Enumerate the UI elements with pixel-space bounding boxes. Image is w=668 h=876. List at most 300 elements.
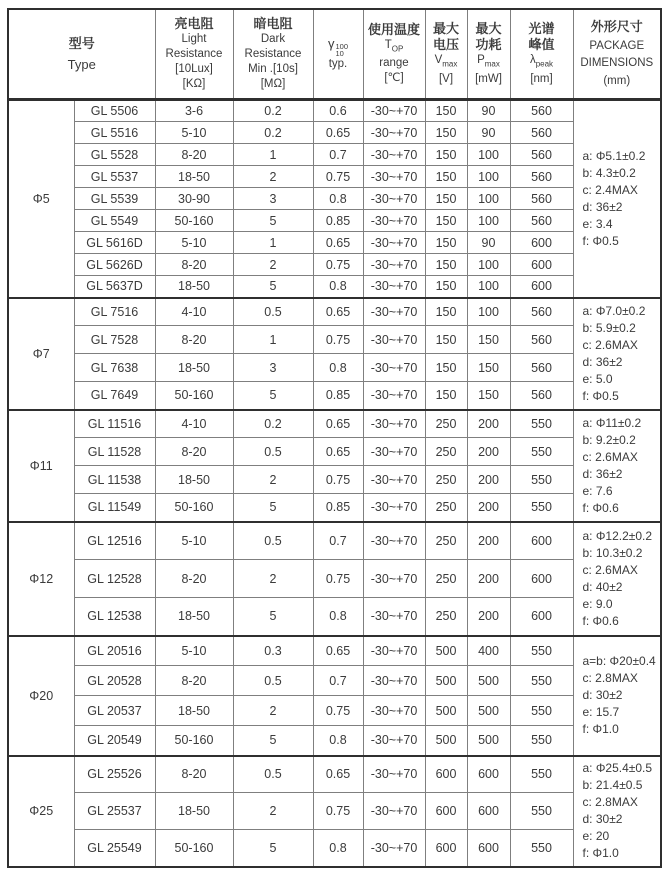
top-range-cell: -30~+70 (363, 466, 425, 494)
header-line: 外形尺寸 (590, 19, 643, 34)
lambda-peak-cell: 550 (510, 793, 573, 830)
pmax-cell: 100 (467, 144, 510, 166)
vmax-cell: 250 (425, 410, 467, 438)
dimension-line: c: 2.4MAX (582, 182, 638, 197)
model-cell: GL 5616D (74, 232, 155, 254)
gamma-cell: 0.8 (313, 726, 363, 756)
table-row (8, 830, 661, 867)
top-range-cell: -30~+70 (363, 276, 425, 298)
lambda-peak-cell: 560 (510, 382, 573, 410)
gamma-cell: 0.8 (313, 188, 363, 210)
pmax-cell: 100 (467, 298, 510, 326)
model-cell: GL 5516 (74, 122, 155, 144)
header-line: 暗电阻 (253, 16, 293, 31)
dark-resistance-cell: 2 (233, 466, 313, 494)
vmax-cell: 150 (425, 354, 467, 382)
pmax-cell: 90 (467, 122, 510, 144)
lambda-peak-cell: 550 (510, 666, 573, 696)
gamma-cell: 0.65 (313, 122, 363, 144)
vmax-cell: 150 (425, 188, 467, 210)
pmax-cell: 100 (467, 276, 510, 298)
table-row (8, 438, 661, 466)
gamma-cell: 0.85 (313, 494, 363, 522)
light-resistance-cell: 50-160 (155, 210, 233, 232)
vmax-cell: 250 (425, 466, 467, 494)
lambda-peak-cell: 550 (510, 466, 573, 494)
table-row (8, 494, 661, 522)
light-resistance-cell: 4-10 (155, 298, 233, 326)
header-line: 最大 (432, 21, 459, 37)
package-dimensions-cell (573, 636, 661, 756)
gamma-cell: 0.8 (313, 830, 363, 867)
gamma-cell: 0.75 (313, 793, 363, 830)
model-cell: GL 20528 (74, 666, 155, 696)
dark-resistance-cell: 2 (233, 560, 313, 598)
pmax-cell: 150 (467, 382, 510, 410)
table-row (8, 298, 661, 326)
header-line: [mW] (475, 72, 502, 85)
model-cell: GL 7649 (74, 382, 155, 410)
dark-resistance-cell: 0.5 (233, 666, 313, 696)
model-cell: GL 5528 (74, 144, 155, 166)
gamma-cell: 0.75 (313, 326, 363, 354)
vmax-cell: 250 (425, 522, 467, 560)
vmax-cell: 150 (425, 254, 467, 276)
header-line: 电压 (432, 37, 459, 53)
lambda-peak-cell: 550 (510, 636, 573, 666)
dark-resistance-cell: 1 (233, 326, 313, 354)
dimension-line: f: Φ0.5 (582, 388, 619, 403)
model-cell: GL 11528 (74, 438, 155, 466)
table-row (8, 756, 661, 793)
dimension-line: b: 10.3±0.2 (582, 545, 643, 560)
package-dimensions-cell (573, 410, 661, 522)
lambda-peak-cell: 550 (510, 410, 573, 438)
lambda-peak-cell: 600 (510, 232, 573, 254)
light-resistance-cell: 18-50 (155, 466, 233, 494)
dimension-line: d: 40±2 (582, 579, 623, 594)
vmax-cell: 500 (425, 726, 467, 756)
top-range-cell: -30~+70 (363, 382, 425, 410)
light-resistance-cell: 8-20 (155, 756, 233, 793)
pmax-cell: 200 (467, 522, 510, 560)
top-range-cell: -30~+70 (363, 522, 425, 560)
pmax-cell: 90 (467, 100, 510, 122)
pmax-cell: 200 (467, 494, 510, 522)
vmax-cell: 600 (425, 830, 467, 867)
light-resistance-cell: 8-20 (155, 438, 233, 466)
header-line: Min .[10s] (248, 63, 298, 75)
light-resistance-cell: 5-10 (155, 232, 233, 254)
light-resistance-cell: 18-50 (155, 276, 233, 298)
vmax-cell: 250 (425, 494, 467, 522)
dark-resistance-cell: 2 (233, 166, 313, 188)
header-line: PACKAGE (589, 40, 645, 52)
light-resistance-cell: 8-20 (155, 326, 233, 354)
pmax-cell: 100 (467, 210, 510, 232)
dark-resistance-cell: 0.5 (233, 522, 313, 560)
dimension-line: e: 15.7 (582, 705, 620, 719)
top-range-cell: -30~+70 (363, 144, 425, 166)
vmax-cell: 500 (425, 696, 467, 726)
dark-resistance-cell: 5 (233, 210, 313, 232)
lambda-peak-cell: 550 (510, 726, 573, 756)
pmax-cell: 500 (467, 726, 510, 756)
dark-resistance-cell: 2 (233, 696, 313, 726)
lambda-peak-cell: 600 (510, 254, 573, 276)
type-group-cell: Φ5 (8, 100, 74, 298)
vmax-cell: 250 (425, 598, 467, 636)
dimension-line: f: Φ0.5 (582, 233, 619, 248)
lambda-peak-cell: 550 (510, 830, 573, 867)
table-row (8, 666, 661, 696)
top-range-cell: -30~+70 (363, 188, 425, 210)
model-cell: GL 20549 (74, 726, 155, 756)
table-row (8, 726, 661, 756)
dark-resistance-cell: 5 (233, 830, 313, 867)
dimension-line: c: 2.6MAX (582, 449, 638, 464)
dimension-line: f: Φ0.6 (582, 613, 619, 628)
pmax-cell: 100 (467, 188, 510, 210)
model-cell: GL 5506 (74, 100, 155, 122)
table-row (8, 254, 661, 276)
header-line: 型号 (68, 36, 95, 51)
gamma-cell: 0.8 (313, 354, 363, 382)
model-cell: GL 25537 (74, 793, 155, 830)
pmax-cell: 200 (467, 466, 510, 494)
lambda-peak-cell: 560 (510, 188, 573, 210)
table-row (8, 696, 661, 726)
vmax-cell: 150 (425, 276, 467, 298)
top-range-cell: -30~+70 (363, 636, 425, 666)
pmax-cell: 600 (467, 793, 510, 830)
light-resistance-cell: 30-90 (155, 188, 233, 210)
gamma-cell: 0.6 (313, 100, 363, 122)
dimension-line: a: Φ5.1±0.2 (582, 148, 646, 163)
package-dimensions-cell (573, 522, 661, 636)
header-line: [MΩ] (260, 78, 286, 90)
lambda-peak-cell: 600 (510, 560, 573, 598)
col-header-top-range (363, 9, 425, 100)
gamma-cell: 0.65 (313, 756, 363, 793)
table-row (8, 326, 661, 354)
dimension-line: e: 3.4 (582, 216, 613, 231)
header-line: [KΩ] (182, 78, 206, 90)
table-row (8, 598, 661, 636)
type-group-cell: Φ12 (8, 522, 74, 636)
dimension-line: b: 9.2±0.2 (582, 432, 636, 447)
dark-resistance-cell: 2 (233, 793, 313, 830)
light-resistance-cell: 18-50 (155, 354, 233, 382)
dimension-line: d: 30±2 (582, 688, 623, 702)
pmax-cell: 500 (467, 696, 510, 726)
top-range-cell: -30~+70 (363, 326, 425, 354)
model-cell: GL 7528 (74, 326, 155, 354)
top-range-cell: -30~+70 (363, 696, 425, 726)
dimension-line: f: Φ1.0 (582, 846, 619, 860)
top-range-cell: -30~+70 (363, 210, 425, 232)
dimension-line: c: 2.6MAX (582, 562, 638, 577)
dark-resistance-cell: 3 (233, 188, 313, 210)
dimension-line: f: Φ1.0 (582, 722, 619, 736)
header-line: [nm] (530, 72, 553, 85)
dark-resistance-cell: 0.2 (233, 410, 313, 438)
light-resistance-cell: 18-50 (155, 166, 233, 188)
model-cell: GL 5539 (74, 188, 155, 210)
gamma-cell: 0.65 (313, 410, 363, 438)
light-resistance-cell: 4-10 (155, 410, 233, 438)
dark-resistance-cell: 0.5 (233, 438, 313, 466)
lambda-peak-cell: 550 (510, 696, 573, 726)
col-header-package-dimensions (573, 9, 661, 100)
lambda-peak-cell: 560 (510, 298, 573, 326)
dark-resistance-cell: 1 (233, 232, 313, 254)
dimension-line: b: 21.4±0.5 (582, 778, 643, 792)
type-group-cell: Φ11 (8, 410, 74, 522)
dimension-line: a: Φ7.0±0.2 (582, 303, 646, 318)
pmax-cell: 600 (467, 830, 510, 867)
table-row (8, 354, 661, 382)
pmax-cell: 600 (467, 756, 510, 793)
gamma-cell: 0.75 (313, 560, 363, 598)
col-header-pmax (467, 9, 510, 100)
vmax-cell: 150 (425, 298, 467, 326)
dark-resistance-cell: 2 (233, 254, 313, 276)
gamma-cell: 0.65 (313, 298, 363, 326)
table-row (8, 210, 661, 232)
dark-resistance-cell: 0.3 (233, 636, 313, 666)
type-group-cell: Φ20 (8, 636, 74, 756)
pmax-cell: 150 (467, 326, 510, 354)
pmax-cell: 90 (467, 232, 510, 254)
pmax-cell: 100 (467, 254, 510, 276)
light-resistance-cell: 8-20 (155, 144, 233, 166)
light-resistance-cell: 8-20 (155, 666, 233, 696)
header-line: 最大 (475, 21, 502, 37)
header-line: [V] (438, 72, 454, 85)
table-row (8, 382, 661, 410)
dimension-line: b: 4.3±0.2 (582, 165, 636, 180)
top-range-cell: -30~+70 (363, 793, 425, 830)
top-range-cell: -30~+70 (363, 354, 425, 382)
dimension-line: e: 7.6 (582, 483, 613, 498)
model-cell: GL 5537 (74, 166, 155, 188)
dimension-line: c: 2.8MAX (582, 671, 638, 685)
model-cell: GL 7638 (74, 354, 155, 382)
dark-resistance-cell: 5 (233, 494, 313, 522)
dark-resistance-cell: 5 (233, 726, 313, 756)
top-range-cell: -30~+70 (363, 100, 425, 122)
table-row (8, 522, 661, 560)
pmax-cell: 100 (467, 166, 510, 188)
col-header-gamma (313, 9, 363, 100)
light-resistance-cell: 50-160 (155, 494, 233, 522)
light-resistance-cell: 5-10 (155, 522, 233, 560)
header-line: typ. (328, 58, 348, 70)
dimension-line: d: 36±2 (582, 466, 623, 481)
lambda-peak-cell: 560 (510, 210, 573, 232)
header-row (8, 9, 661, 100)
model-cell: GL 5626D (74, 254, 155, 276)
header-line: 使用温度 (367, 21, 420, 37)
top-range-cell: -30~+70 (363, 666, 425, 696)
vmax-cell: 150 (425, 122, 467, 144)
model-cell: GL 12516 (74, 522, 155, 560)
top-range-cell: -30~+70 (363, 560, 425, 598)
dark-resistance-cell: 0.5 (233, 298, 313, 326)
model-cell: GL 12528 (74, 560, 155, 598)
model-cell: GL 25549 (74, 830, 155, 867)
dark-resistance-cell: 5 (233, 382, 313, 410)
top-range-cell: -30~+70 (363, 298, 425, 326)
dark-resistance-cell: 0.2 (233, 100, 313, 122)
spec-table-body (8, 100, 661, 867)
light-resistance-cell: 18-50 (155, 598, 233, 636)
gamma-cell: 0.7 (313, 522, 363, 560)
vmax-cell: 150 (425, 232, 467, 254)
table-row (8, 100, 661, 122)
top-range-cell: -30~+70 (363, 438, 425, 466)
header-line: Type (67, 57, 96, 72)
light-resistance-cell: 3-6 (155, 100, 233, 122)
type-group-cell: Φ25 (8, 756, 74, 867)
top-range-cell: -30~+70 (363, 254, 425, 276)
vmax-cell: 600 (425, 793, 467, 830)
header-line: Dark (260, 33, 286, 45)
top-range-cell: -30~+70 (363, 726, 425, 756)
dark-resistance-cell: 3 (233, 354, 313, 382)
header-line: 功耗 (475, 37, 502, 53)
gamma-cell: 0.85 (313, 210, 363, 232)
col-header-type (8, 9, 155, 100)
pmax-cell: 200 (467, 410, 510, 438)
model-cell: GL 11538 (74, 466, 155, 494)
gamma-cell: 0.8 (313, 276, 363, 298)
package-dimensions-cell (573, 100, 661, 298)
vmax-cell: 150 (425, 326, 467, 354)
model-cell: GL 12538 (74, 598, 155, 636)
gamma-cell: 0.75 (313, 696, 363, 726)
dimension-line: e: 9.0 (582, 596, 613, 611)
gamma-cell: 0.7 (313, 666, 363, 696)
lambda-peak-cell: 600 (510, 522, 573, 560)
top-symbol: $T_{OP}$ (384, 38, 404, 54)
pmax-cell: 400 (467, 636, 510, 666)
model-cell: GL 20537 (74, 696, 155, 726)
vmax-cell: 150 (425, 144, 467, 166)
type-group-cell: Φ7 (8, 298, 74, 410)
dimension-line: d: 36±2 (582, 199, 623, 214)
header-line: [℃] (384, 72, 404, 85)
vmax-cell: 600 (425, 756, 467, 793)
dimension-line: a: Φ12.2±0.2 (582, 528, 653, 543)
pmax-cell: 200 (467, 438, 510, 466)
dimension-line: e: 20 (582, 829, 610, 843)
model-cell: GL 25526 (74, 756, 155, 793)
dark-resistance-cell: 1 (233, 144, 313, 166)
vmax-cell: 150 (425, 166, 467, 188)
pmax-cell: 200 (467, 598, 510, 636)
top-range-cell: -30~+70 (363, 122, 425, 144)
gamma-cell: 0.65 (313, 232, 363, 254)
top-range-cell: -30~+70 (363, 598, 425, 636)
dimension-line: f: Φ0.6 (582, 500, 619, 515)
vmax-symbol: $V_{max}$ (434, 54, 458, 69)
header-line: Resistance (244, 48, 302, 60)
lambda-peak-cell: 560 (510, 354, 573, 382)
dimension-line: c: 2.6MAX (582, 337, 638, 352)
dimension-line: a=b: Φ20±0.4 (582, 654, 656, 668)
dimension-line: a: Φ11±0.2 (582, 415, 642, 430)
dark-resistance-cell: 5 (233, 598, 313, 636)
light-resistance-cell: 18-50 (155, 793, 233, 830)
top-range-cell: -30~+70 (363, 232, 425, 254)
gamma-cell: 0.75 (313, 166, 363, 188)
col-header-lambda-peak (510, 9, 573, 100)
dimension-line: a: Φ25.4±0.5 (582, 761, 653, 775)
gamma-cell: 0.65 (313, 438, 363, 466)
model-cell: GL 11549 (74, 494, 155, 522)
header-line: 亮电阻 (174, 16, 214, 31)
header-line: Resistance (165, 48, 223, 60)
light-resistance-cell: 5-10 (155, 122, 233, 144)
table-row (8, 232, 661, 254)
dark-resistance-cell: 5 (233, 276, 313, 298)
gamma-cell: 0.7 (313, 144, 363, 166)
header-line: range (379, 57, 409, 70)
model-cell: GL 7516 (74, 298, 155, 326)
lambda-peak-cell: 560 (510, 100, 573, 122)
dimension-line: e: 5.0 (582, 371, 613, 386)
table-row (8, 276, 661, 298)
gamma-cell: 0.75 (313, 466, 363, 494)
package-dimensions-cell (573, 298, 661, 410)
table-row (8, 188, 661, 210)
lambda-peak-cell: 550 (510, 438, 573, 466)
vmax-cell: 150 (425, 382, 467, 410)
vmax-cell: 250 (425, 560, 467, 598)
lambda-symbol: $\lambda_{peak}$ (529, 54, 554, 69)
top-range-cell: -30~+70 (363, 494, 425, 522)
header-line: DIMENSIONS (580, 57, 654, 69)
gamma-cell: 0.85 (313, 382, 363, 410)
table-row (8, 122, 661, 144)
header-line: 峰值 (528, 37, 555, 53)
vmax-cell: 250 (425, 438, 467, 466)
vmax-cell: 150 (425, 210, 467, 232)
vmax-cell: 150 (425, 100, 467, 122)
table-row (8, 560, 661, 598)
vmax-cell: 500 (425, 636, 467, 666)
gamma-symbol: γ 100 10 (327, 36, 348, 58)
col-header-vmax (425, 9, 467, 100)
dimension-line: d: 36±2 (582, 354, 623, 369)
light-resistance-cell: 50-160 (155, 382, 233, 410)
gamma-cell: 0.65 (313, 636, 363, 666)
light-resistance-cell: 50-160 (155, 726, 233, 756)
dark-resistance-cell: 0.2 (233, 122, 313, 144)
model-cell: GL 5549 (74, 210, 155, 232)
dimension-line: c: 2.8MAX (582, 795, 638, 809)
light-resistance-cell: 5-10 (155, 636, 233, 666)
dark-resistance-cell: 0.5 (233, 756, 313, 793)
model-cell: GL 20516 (74, 636, 155, 666)
top-range-cell: -30~+70 (363, 756, 425, 793)
col-header-dark-resistance (233, 9, 313, 100)
vmax-cell: 500 (425, 666, 467, 696)
header-line: Light (181, 33, 207, 45)
pmax-cell: 500 (467, 666, 510, 696)
